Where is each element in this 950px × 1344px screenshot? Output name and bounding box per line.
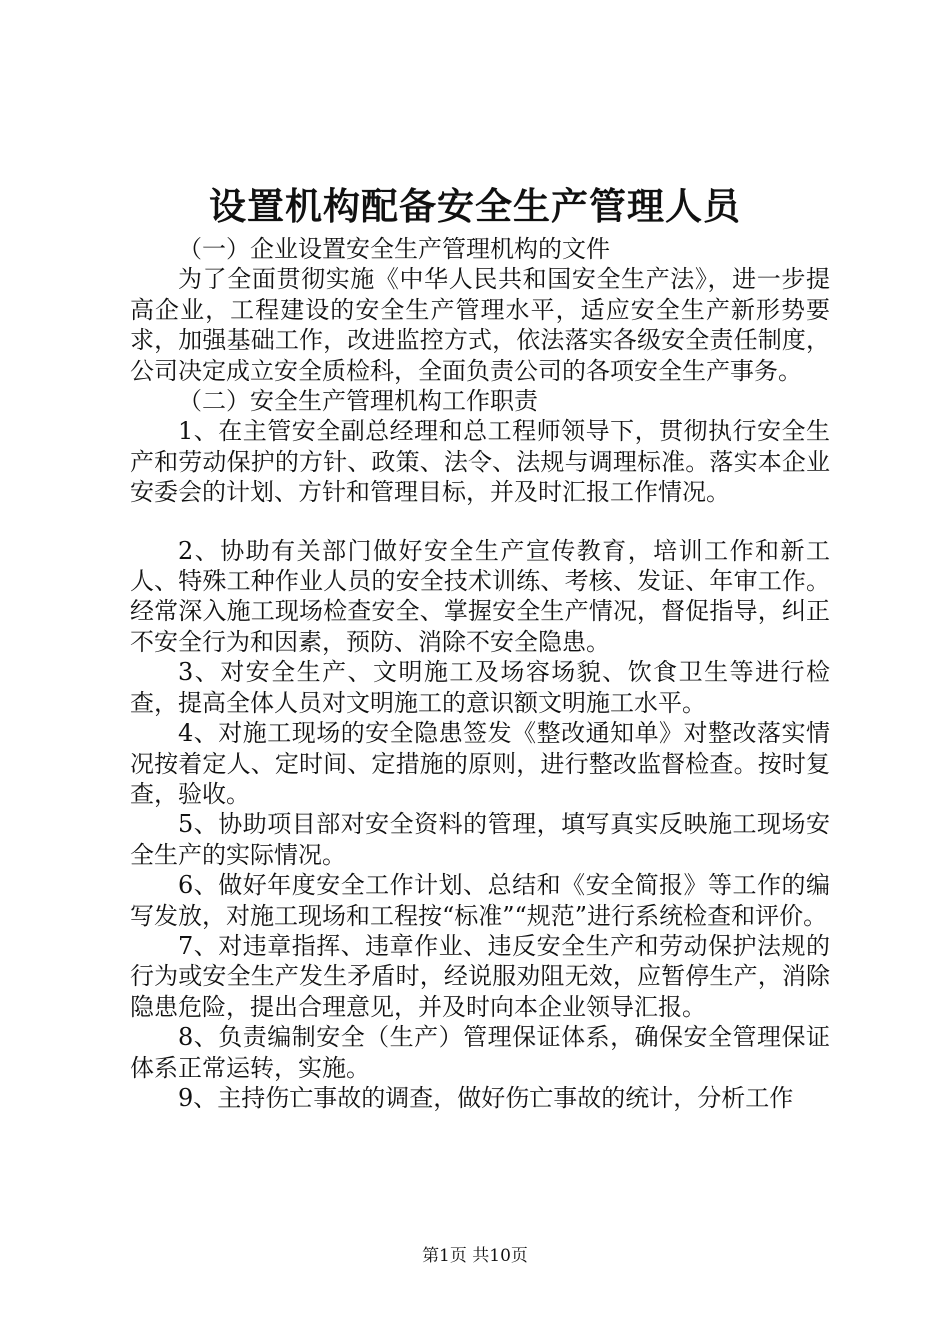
duty-item-5: 5、协助项目部对安全资料的管理，填写真实反映施工现场安全生产的实际情况。 [130,810,830,869]
duty-item-1: 1、在主管安全副总经理和总工程师领导下，贯彻执行安全生产和劳动保护的方针、政策、法令、法规与调理标准。落实本企业安委会的计划、方针和管理目标，并及时汇报工作情况。 [130,417,830,507]
duty-item-3: 3、对安全生产、文明施工及场容场貌、饮食卫生等进行检查，提高全体人员对文明施工的意识额文明施工水平。 [130,658,830,717]
document-body [130,234,830,1113]
duty-item-4: 4、对施工现场的安全隐患签发《整改通知单》对整改落实情况按着定人、定时间、定措施的原则，进行整改监督检查。按时复查，验收。 [130,719,830,808]
section-heading-1: （一）企业设置安全生产管理机构的文件 [178,235,610,263]
duty-item-7: 7、对违章指挥、违章作业、违反安全生产和劳动保护法规的行为或安全生产发生矛盾时，经说服劝阻无效，应暂停生产，消除隐患危险，提出合理意见，并及时向本企业领导汇报。 [130,931,830,1021]
document-title: 设置机构配备安全生产管理人员 [209,184,741,228]
duty-item-2: 2、协助有关部门做好安全生产宣传教育，培训工作和新工人、特殊工种作业人员的安全技术训练、考核、发证、年审工作。经常深入施工现场检查安全、掌握安全生产情况，督促指导，纠正不安全行为和因素，预防、消除不安全隐患。 [130,536,830,656]
duty-item-9: 9、主持伤亡事故的调查，做好伤亡事故的统计，分析工作 [178,1083,794,1112]
duty-item-6: 6、做好年度安全工作计划、总结和《安全简报》等工作的编写发放，对施工现场和工程按“标准”“规范”进行系统检查和评价。 [130,871,830,930]
page-number-footer: 第1页 共10页 [422,1246,528,1266]
section-heading-2: （二）安全生产管理机构工作职责 [178,387,538,416]
paragraph-intro: 为了全面贯彻实施《中华人民共和国安全生产法》，进一步提高企业，工程建设的安全生产管理水平，适应安全生产新形势要求，加强基础工作，改进监控方式，依法落实各级安全责任制度，公司决定成立安全质检科，全面负责公司的各项安全生产事务。 [130,265,830,385]
duty-item-8: 8、负责编制安全（生产）管理保证体系，确保安全管理保证体系正常运转，实施。 [130,1023,830,1082]
